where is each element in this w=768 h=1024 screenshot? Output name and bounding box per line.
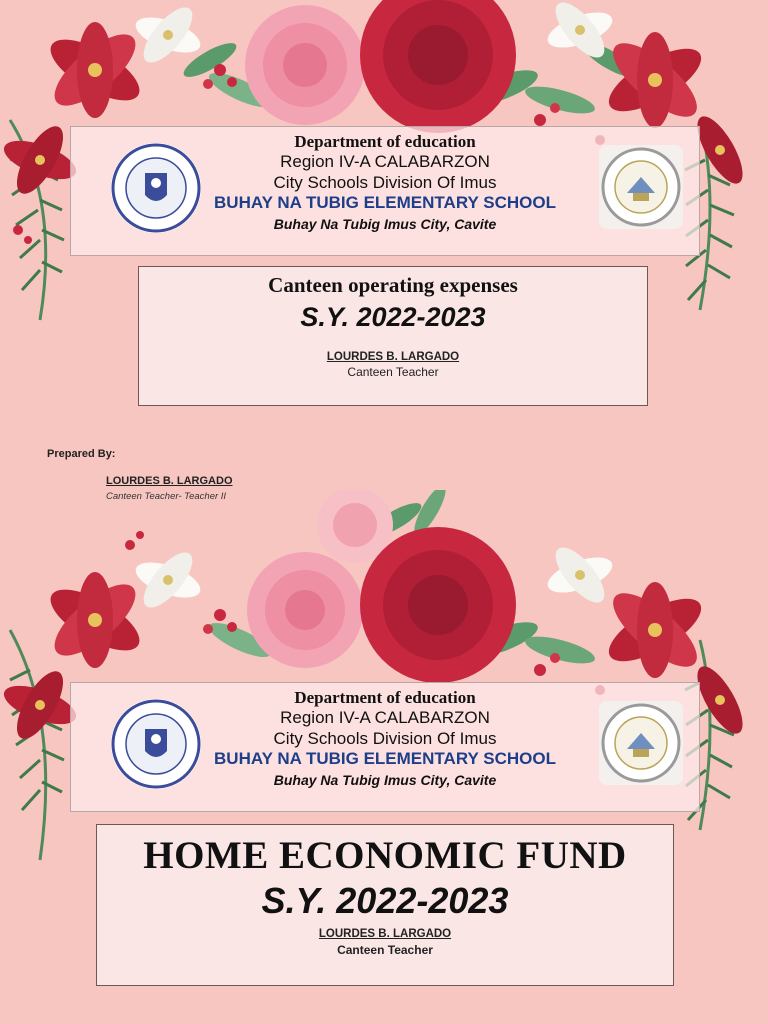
department-name: Department of education xyxy=(294,688,476,707)
division-name: City Schools Division Of Imus xyxy=(273,172,497,192)
school-name: BUHAY NA TUBIG ELEMENTARY SCHOOL xyxy=(214,749,556,769)
roses xyxy=(245,0,516,133)
prepared-by-role: Canteen Teacher- Teacher II xyxy=(106,491,227,502)
canteen-title-box xyxy=(138,266,648,406)
region-name: Region IV-A CALABARZON xyxy=(280,152,490,172)
school-seal-icon xyxy=(599,701,683,785)
floral-art-bottom xyxy=(0,490,768,870)
deped-seal-icon xyxy=(111,143,201,233)
division-name: City Schools Division Of Imus xyxy=(273,728,497,748)
prepared-by-name: LOURDES B. LARGADO xyxy=(106,475,233,487)
region-name: Region IV-A CALABARZON xyxy=(280,708,490,728)
teacher-role: Canteen Teacher xyxy=(347,365,439,379)
school-year: S.Y. 2022-2023 xyxy=(300,302,486,332)
teacher-name: LOURDES B. LARGADO xyxy=(318,928,452,940)
school-year: S.Y. 2022-2023 xyxy=(261,880,509,921)
roses xyxy=(247,490,516,683)
deped-seal-icon xyxy=(111,699,201,789)
school-address: Buhay Na Tubig Imus City, Cavite xyxy=(273,215,497,232)
department-name: Department of education xyxy=(294,132,476,151)
teacher-name: LOURDES B. LARGADO xyxy=(326,351,460,363)
document-title: Canteen operating expenses xyxy=(268,273,518,297)
school-header-2 xyxy=(70,682,700,812)
school-header-1 xyxy=(70,126,700,256)
document-title: HOME ECONOMIC FUND xyxy=(143,834,627,877)
prepared-by-label: Prepared By: xyxy=(47,448,116,460)
home-economic-title-box xyxy=(96,824,674,986)
school-seal-icon xyxy=(599,145,683,229)
school-address: Buhay Na Tubig Imus City, Cavite xyxy=(273,771,497,788)
school-name: BUHAY NA TUBIG ELEMENTARY SCHOOL xyxy=(214,193,556,213)
floral-banner-bottom xyxy=(0,490,768,870)
teacher-role: Canteen Teacher xyxy=(337,943,433,957)
